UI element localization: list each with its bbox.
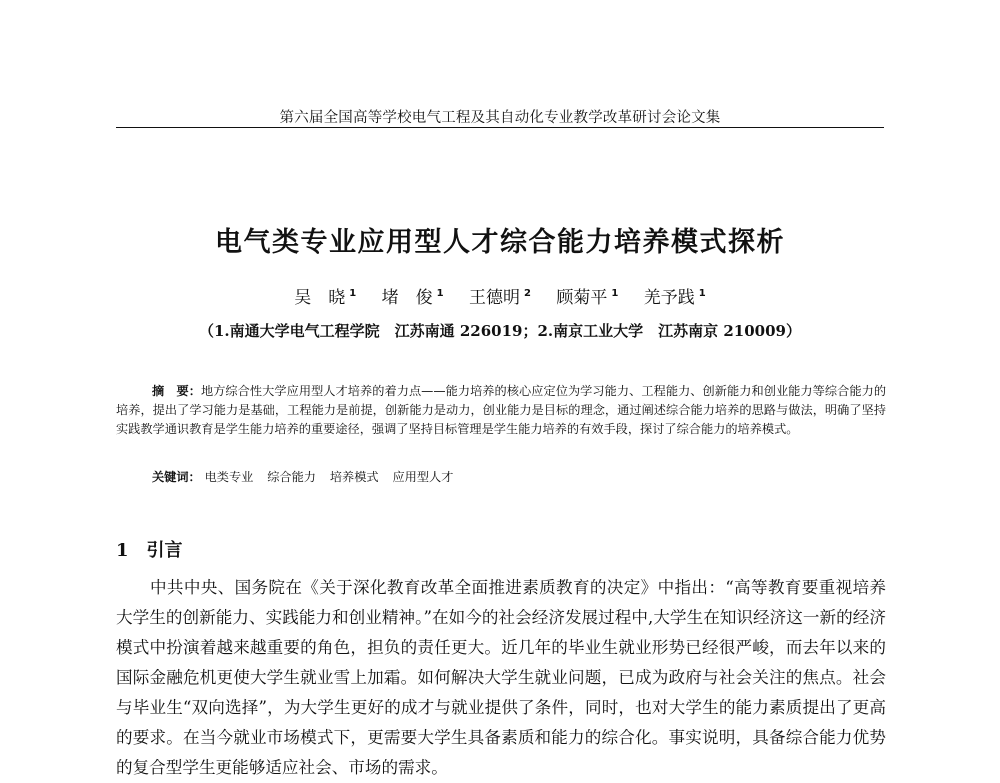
keyword: 电类专业	[204, 470, 254, 484]
author-affiliation-mark: 2	[524, 288, 531, 299]
author	[469, 283, 531, 308]
keyword: 应用型人才	[392, 470, 454, 484]
author	[382, 283, 444, 308]
abstract-text: 地方综合性大学应用型人才培养的着力点——能力培养的核心应定位为学习能力、工程能力、创新能力和创业能力等综合能力的培养，提出了学习能力是基础，工程能力是前提，创新能力是动力，创业能力是目标的理念，通过阐述综合能力培养的思路与做法，明确了坚持实践教学通识教育是学生能力培养的重要途径，强调了坚持目标管理是学生能力培养的有效手段，探讨了综合能力的培养模式。	[116, 384, 887, 436]
author	[644, 283, 706, 308]
section-heading	[116, 536, 183, 562]
header-rule	[116, 127, 884, 128]
abstract	[116, 382, 886, 439]
author	[556, 283, 618, 308]
keyword: 培养模式	[329, 470, 379, 484]
section-number: 1	[116, 540, 129, 561]
author-name: 羌予践	[643, 288, 695, 308]
author-name: 堵 俊	[381, 288, 433, 308]
author-affiliation-mark: 1	[436, 288, 444, 299]
author-name: 王德明	[469, 288, 521, 308]
author-affiliation-mark: 1	[698, 288, 706, 299]
keyword: 综合能力	[267, 470, 316, 484]
body-paragraph: 中共中央、国务院在《关于深化教育改革全面推进素质教育的决定》中指出：“高等教育要重视培养大学生的创新能力、实践能力和创业精神。”在如今的社会经济发展过程中,大学生在知识经济这一新的经济模式中扮演着越来越重要的角色，担负的责任更大。近几年的毕业生就业形势已经很严峻，而去年以来的国际金融危机更使大学生就业雪上加霜。如何解决大学生就业问题，已成为政府与社会关注的焦点。社会与毕业生“双向选择”，为大学生更好的成才与就业提供了条件，同时，也对大学生的能力素质提出了更高的要求。在当今就业市场模式下，更需要大学生具备素质和能力的综合化。事实说明，具备综合能力优势的复合型学生更能够适应社会、市场的需求。	[116, 578, 886, 777]
section-title: 引言	[146, 540, 183, 561]
paper-title: 电气类专业应用型人才综合能力培养模式探析	[215, 227, 785, 258]
keywords-label: 关键词：	[152, 470, 201, 484]
affiliation: （1.南通大学电气工程学院 江苏南通 226019；2.南京工业大学 江苏南京 210009）	[198, 322, 801, 340]
keywords	[152, 468, 463, 485]
author	[294, 283, 356, 308]
author-list	[0, 283, 1000, 308]
author-affiliation-mark: 1	[349, 288, 357, 299]
running-header: 第六届全国高等学校电气工程及其自动化专业教学改革研讨会论文集	[279, 110, 721, 126]
abstract-label: 摘 要：	[152, 384, 201, 398]
author-affiliation-mark: 1	[611, 288, 619, 299]
author-name: 顾菊平	[556, 288, 608, 308]
author-name: 吴 晓	[294, 288, 346, 308]
